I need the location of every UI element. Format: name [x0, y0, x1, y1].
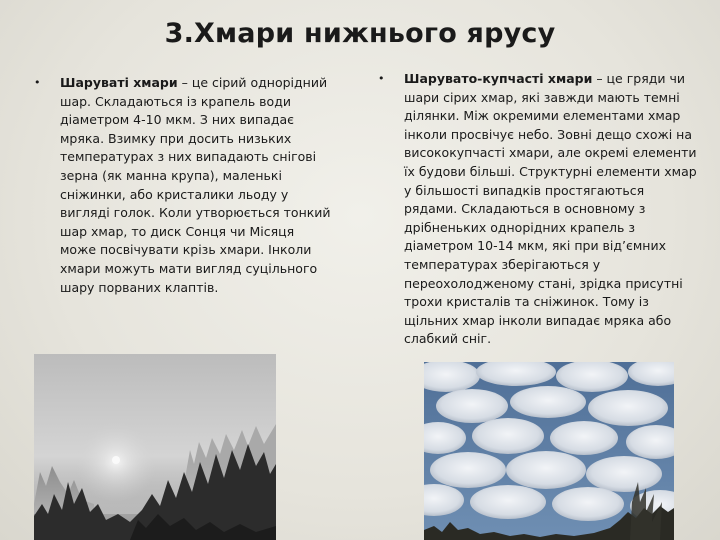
stratus-term: Шаруваті хмари	[60, 75, 178, 90]
stratocumulus-text	[378, 70, 700, 349]
slide-title: 3.Хмари нижнього ярусу	[164, 18, 556, 49]
bullet-marker: •	[34, 76, 41, 89]
stratus-clouds-photo	[34, 354, 276, 540]
stratocumulus-description	[378, 70, 700, 349]
stratus-body: – це сірий однорідний шар. Складаються із крапель води діаметром 4-10 мкм. З них випадає мряка. Взимку при досить низьких температурах з них випадають снігові зерна (як манна крупа), маленькі сніжинки, або кристалики льоду у вигляді голок. Коли утворюється тонкий шар хмар, то диск Сонця чи Місяця може посвічувати крізь хмари. Інколи хмари можуть мати вигляд суцільного шару порваних клаптів.	[60, 75, 331, 295]
foggy-forest-image	[34, 354, 276, 540]
stratocumulus-term: Шарувато-купчасті хмари	[404, 71, 593, 86]
stratus-description	[34, 74, 334, 297]
stratocumulus-body: – це гряди чи шари сірих хмар, які завжди мають темні ділянки. Між окремими елементами хмар інколи просвічує небо. Зовні дещо схожі на висококупчасті хмари, але окремі елементи їх будови більші. Структурні елементи хмар у більшості випадків простягаються рядами. Складаються в основному з дрібненьких однорідних крапель з діаметром 10-14 мкм, які при від’ємних температурах зберігаються у переохолодженому стані, зрідка присутні трохи кристалів та сніжинок. Тому із щільних хмар інколи випадає мряка або слабкий сніг.	[404, 71, 697, 347]
bullet-marker: •	[378, 72, 385, 85]
stratocumulus-clouds-photo	[424, 362, 674, 540]
cloudy-sky-image	[424, 362, 674, 540]
stratus-text	[34, 74, 334, 297]
